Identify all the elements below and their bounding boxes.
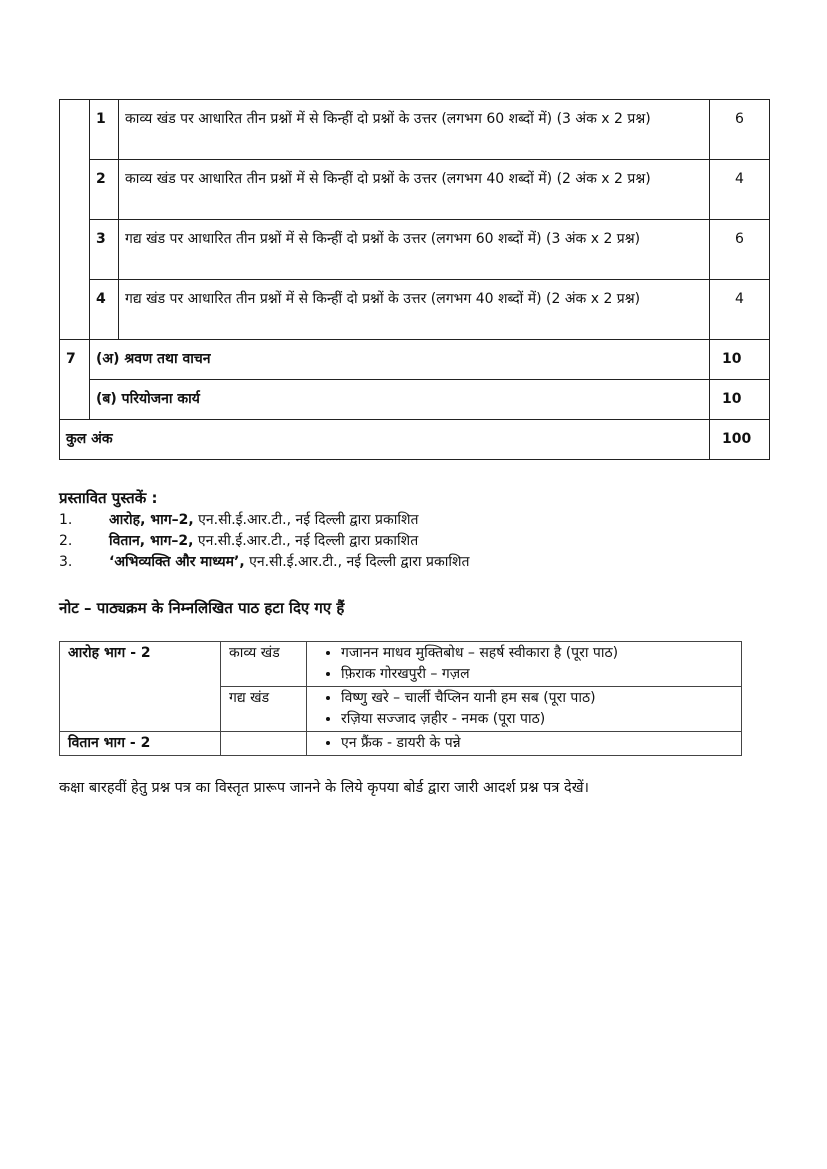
question-number: 3 bbox=[90, 220, 119, 280]
question-marks: 4 bbox=[710, 280, 770, 340]
book-publisher: एन.सी.ई.आर.टी., नई दिल्ली द्वारा प्रकाशित bbox=[193, 533, 419, 549]
book-item bbox=[59, 531, 779, 552]
book-title: वितान, भाग–2, bbox=[109, 533, 194, 549]
section-cell bbox=[60, 100, 90, 340]
question-number: 1 bbox=[90, 100, 119, 160]
removed-lessons-table bbox=[59, 641, 742, 756]
book-number: 2. bbox=[59, 533, 73, 549]
book-number: 3. bbox=[59, 554, 73, 570]
book-item bbox=[59, 552, 779, 573]
question-description: गद्य खंड पर आधारित तीन प्रश्नों में से किन्हीं दो प्रश्नों के उत्तर (लगभग 60 शब्दों में) (3 अंक x 2 प्रश्न) bbox=[119, 220, 710, 280]
books-heading: प्रस्तावित पुस्तकें : bbox=[59, 489, 158, 507]
gadya-label: गद्य खंड bbox=[221, 687, 307, 732]
project-work-marks: 10 bbox=[710, 380, 770, 420]
question-marks: 6 bbox=[710, 100, 770, 160]
table-row bbox=[60, 420, 770, 460]
question-marks: 4 bbox=[710, 160, 770, 220]
book-publisher: एन.सी.ई.आर.टी., नई दिल्ली द्वारा प्रकाशित bbox=[193, 512, 419, 528]
table-row bbox=[60, 160, 770, 220]
list-item: • रज़िया सज्जाद ज़हीर - नमक (पूरा पाठ) bbox=[341, 709, 733, 730]
total-label: कुल अंक bbox=[60, 420, 710, 460]
question-description: काव्य खंड पर आधारित तीन प्रश्नों में से किन्हीं दो प्रश्नों के उत्तर (लगभग 60 शब्दों में) (3 अंक x 2 प्रश्न) bbox=[119, 100, 710, 160]
book-item bbox=[59, 510, 779, 531]
marks-table bbox=[59, 99, 770, 460]
table-row bbox=[60, 642, 742, 687]
question-description: काव्य खंड पर आधारित तीन प्रश्नों में से किन्हीं दो प्रश्नों के उत्तर (लगभग 40 शब्दों में) (2 अंक x 2 प्रश्न) bbox=[119, 160, 710, 220]
question-number: 4 bbox=[90, 280, 119, 340]
proposed-books bbox=[59, 488, 779, 573]
table-row bbox=[60, 100, 770, 160]
table-row bbox=[60, 280, 770, 340]
note-heading: नोट – पाठ्यक्रम के निम्नलिखित पाठ हटा दिए गए हैं bbox=[59, 599, 345, 617]
total-marks: 100 bbox=[710, 420, 770, 460]
list-item: • एन फ्रैंक - डायरी के पन्ने bbox=[341, 733, 733, 754]
vitan-lessons bbox=[307, 732, 742, 756]
gadya-lessons bbox=[307, 687, 742, 732]
list-item: • फ़िराक गोरखपुरी – गज़ल bbox=[341, 664, 733, 685]
aroh-label: आरोह भाग - 2 bbox=[60, 642, 221, 732]
listening-speaking-marks: 10 bbox=[710, 340, 770, 380]
question-marks: 6 bbox=[710, 220, 770, 280]
question-number: 2 bbox=[90, 160, 119, 220]
section-number: 7 bbox=[60, 340, 90, 420]
book-title: ‘अभिव्यक्ति और माध्यम’, bbox=[109, 554, 245, 570]
listening-speaking-label: (अ) श्रवण तथा वाचन bbox=[90, 340, 710, 380]
kavya-lessons bbox=[307, 642, 742, 687]
kavya-label: काव्य खंड bbox=[221, 642, 307, 687]
book-publisher: एन.सी.ई.आर.टी., नई दिल्ली द्वारा प्रकाशित bbox=[244, 554, 470, 570]
table-row bbox=[60, 340, 770, 380]
vitan-label: वितान भाग - 2 bbox=[60, 732, 221, 756]
table-row bbox=[60, 220, 770, 280]
question-description: गद्य खंड पर आधारित तीन प्रश्नों में से किन्हीं दो प्रश्नों के उत्तर (लगभग 40 शब्दों में) (2 अंक x 2 प्रश्न) bbox=[119, 280, 710, 340]
empty-cell bbox=[221, 732, 307, 756]
table-row bbox=[60, 380, 770, 420]
footer-note: कक्षा बारहवीं हेतु प्रश्न पत्र का विस्तृत प्रारूप जानने के लिये कृपया बोर्ड द्वारा जारी आदर्श प्रश्न पत्र देखें। bbox=[59, 780, 590, 796]
book-number: 1. bbox=[59, 512, 73, 528]
book-title: आरोह, भाग–2, bbox=[109, 512, 194, 528]
list-item: • विष्णु खरे – चार्ली चैप्लिन यानी हम सब (पूरा पाठ) bbox=[341, 688, 733, 709]
table-row bbox=[60, 732, 742, 756]
project-work-label: (ब) परियोजना कार्य bbox=[90, 380, 710, 420]
list-item: • गजानन माधव मुक्तिबोध – सहर्ष स्वीकारा है (पूरा पाठ) bbox=[341, 643, 733, 664]
